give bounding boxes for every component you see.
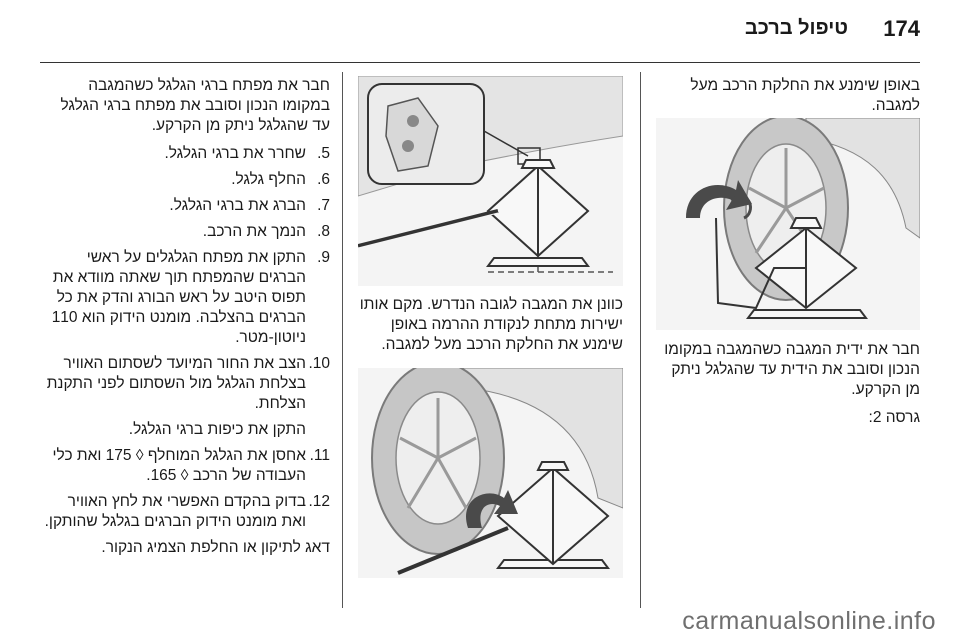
section-title: טיפול ברכב <box>744 17 848 39</box>
step-text: שחרר את ברגי הגלגל. <box>164 145 306 162</box>
figure-jack-positioning <box>358 76 623 286</box>
step-text: התקן את מפתח הגלגלים על ראשי הברגים שהמפתח תוך שאתה מוודא את תפוס היטב על ראש הבורג והדק את כל הברגים בהצלבה. מומנט הידוק הוא 110 ניוטון-מטר. <box>51 249 306 346</box>
column-divider-right <box>640 72 641 608</box>
page-header <box>0 14 960 50</box>
version-label: גרסה 2: <box>868 409 920 426</box>
right-column-lower <box>656 340 920 432</box>
left-intro: חבר את מפתח ברגי הגלגל כשהמגבה במקומו הנכון וסובב את מפתח ברגי הגלגל עד שהגלגל ניתק מן הקרקע. <box>60 77 330 134</box>
step-number: 6. <box>317 171 330 188</box>
figure-jack-handle <box>656 118 920 330</box>
jack-positioning-illustration <box>358 76 623 286</box>
step-number: 12. <box>308 493 330 510</box>
step-text: החלף גלגל. <box>231 171 306 188</box>
step-text: הנמך את הרכב. <box>202 223 306 240</box>
step-text: הצב את החור המיועד לשסתום האוויר בצלחת הגלגל מול השסתום לפני התקנת הצלחת. <box>46 355 306 412</box>
right-caption: חבר את ידית המגבה כשהמגבה במקומו הנכון וסובב את הידית עד שהגלגל ניתק מן הקרקע. <box>664 341 920 398</box>
step-number: 5. <box>317 145 330 162</box>
right-intro: באופן שימנע את החלקת הרכב מעל למגבה. <box>690 77 920 114</box>
middle-column <box>358 295 623 359</box>
list-item <box>44 222 330 242</box>
figure-jack-wheel <box>358 368 623 578</box>
watermark: carmanualsonline.info <box>682 607 936 635</box>
jack-handle-illustration <box>656 118 920 330</box>
step-text: הברג את ברגי הגלגל. <box>169 197 306 214</box>
header-rule <box>40 62 920 63</box>
step-number: 11. <box>309 447 330 464</box>
middle-text: כוונן את המגבה לגובה הנדרש. מקם אותו ישירות מתחת לנקודת ההרמה באופן שימנע את החלקת הרכב מעל למגבה. <box>359 296 623 353</box>
step-note: התקן את כיפות ברגי הגלגל. <box>128 421 306 438</box>
step-number: 10. <box>308 355 330 372</box>
right-column <box>656 76 920 120</box>
step-text: בדוק בהקדם האפשרי את לחץ האוויר ואת מומנט הידוק הברגים בגלגל שהותקן. <box>44 493 306 530</box>
list-item <box>44 170 330 190</box>
page-number: 174 <box>883 16 920 41</box>
column-divider-left <box>342 72 343 608</box>
jack-wheel-illustration <box>358 368 623 578</box>
list-item <box>44 354 330 414</box>
step-number: 8. <box>317 223 330 240</box>
closing-note: דאג לתיקון או החלפת הצמיג הנקור. <box>101 539 330 556</box>
list-item <box>44 492 330 532</box>
list-item <box>44 446 330 486</box>
list-item <box>44 196 330 216</box>
list-item <box>44 144 330 164</box>
step-text: אחסן את הגלגל המוחלף ◊ 175 ואת כלי העבודה של הרכב ◊ 165. <box>52 447 306 484</box>
step-number: 7. <box>317 197 330 214</box>
steps-list <box>44 144 330 532</box>
list-item <box>44 248 330 348</box>
step-number: 9. <box>317 249 330 266</box>
left-column <box>44 76 330 562</box>
